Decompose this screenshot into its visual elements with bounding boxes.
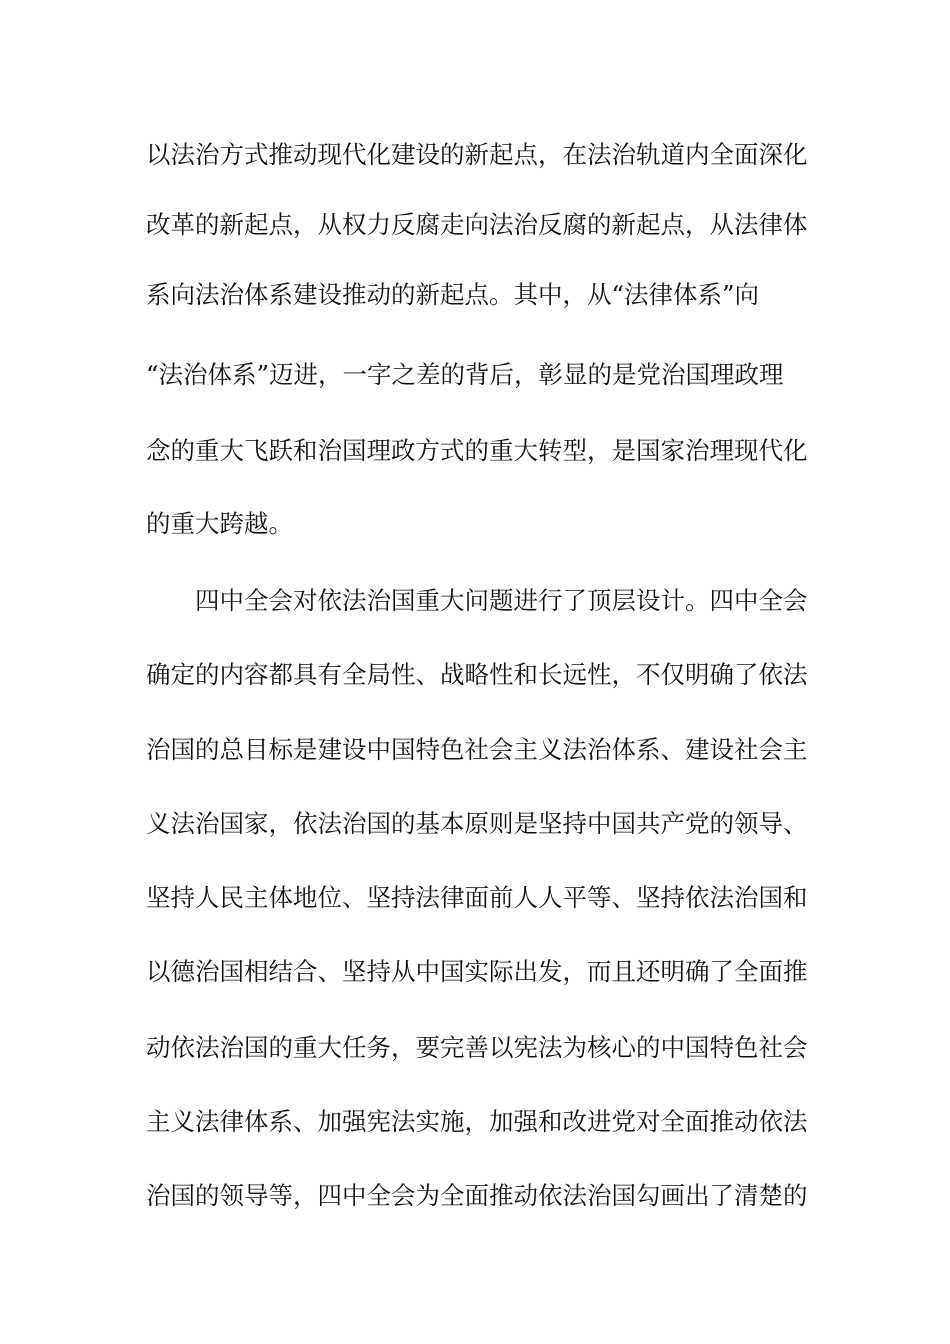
paragraph-2-line-5: 坚持人民主体地位、坚持法律面前人人平等、坚持依法治国和	[146, 883, 808, 912]
paragraph-1-line-4: “法治体系”迈进，一字之差的背后，彰显的是党治国理政理	[146, 360, 784, 389]
paragraph-2-line-2: 确定的内容都具有全局性、战略性和长远性，不仅明确了依法	[146, 660, 808, 689]
paragraph-1-line-1: 以法治方式推动现代化建设的新起点，在法治轨道内全面深化	[146, 140, 808, 169]
paragraph-1-line-6: 的重大跨越。	[146, 509, 293, 538]
paragraph-2-line-7: 动依法治国的重大任务，要完善以宪法为核心的中国特色社会	[146, 1033, 808, 1062]
paragraph-1-line-2: 改革的新起点，从权力反腐走向法治反腐的新起点，从法律体	[146, 210, 808, 239]
paragraph-2-line-8: 主义法律体系、加强宪法实施，加强和改进党对全面推动依法	[146, 1107, 808, 1136]
paragraph-2-line-3: 治国的总目标是建设中国特色社会主义法治体系、建设社会主	[146, 735, 808, 764]
paragraph-2-line-9: 治国的领导等，四中全会为全面推动依法治国勾画出了清楚的	[146, 1181, 808, 1210]
paragraph-2-line-6: 以德治国相结合、坚持从中国实际出发，而且还明确了全面推	[146, 957, 808, 986]
paragraph-1-line-5: 念的重大飞跃和治国理政方式的重大转型，是国家治理现代化	[146, 436, 808, 465]
paragraph-2-line-1: 四中全会对依法治国重大问题进行了顶层设计。四中全会	[195, 586, 808, 615]
paragraph-2-line-4: 义法治国家，依法治国的基本原则是坚持中国共产党的领导、	[146, 809, 808, 838]
paragraph-1-line-3: 系向法治体系建设推动的新起点。其中，从“法律体系”向	[146, 280, 760, 309]
